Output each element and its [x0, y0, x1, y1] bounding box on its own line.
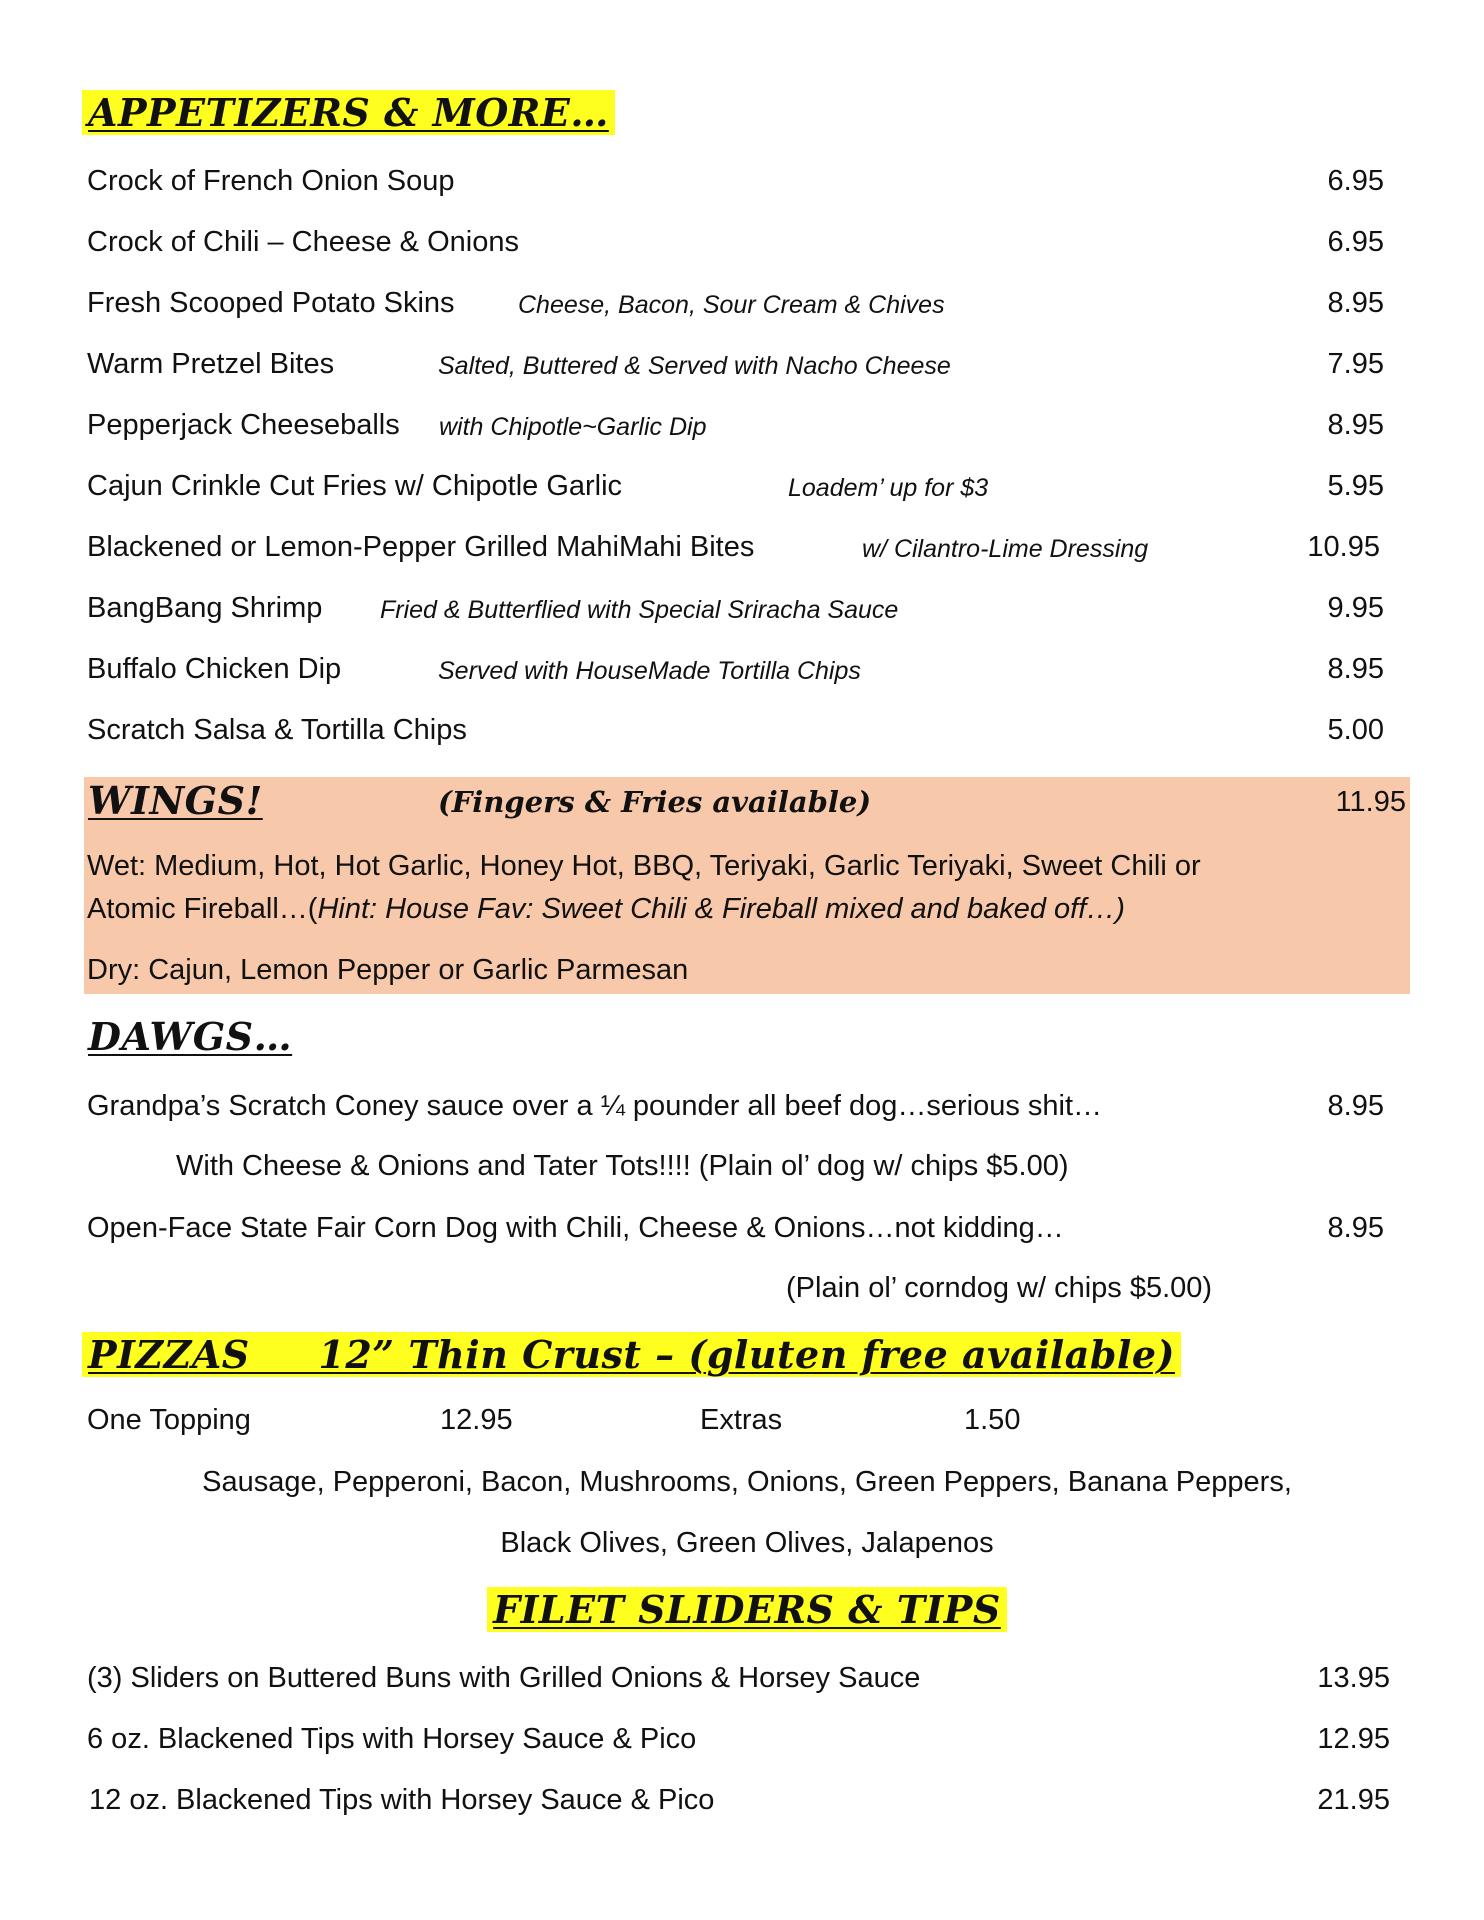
menu-item-price: 10.95 [1307, 531, 1380, 563]
menu-item-name: BangBang Shrimp [87, 592, 323, 624]
wings-heading: WINGS! [88, 778, 263, 823]
menu-item-price: 8.95 [1327, 409, 1384, 441]
menu-item-description: Fried & Butterflied with Special Sriracha Sauce [380, 596, 899, 624]
pizza-toppings-list: Sausage, Pepperoni, Bacon, Mushrooms, Onions, Green Peppers, Banana Peppers, [202, 1466, 1292, 1498]
menu-item-description: w/ Cilantro-Lime Dressing [862, 535, 1149, 563]
menu-item-price: 7.95 [1327, 348, 1384, 380]
menu-item-name: Crock of French Onion Soup [87, 165, 455, 197]
menu-item-description: Loadem’ up for $3 [788, 474, 989, 502]
menu-item-description: Cheese, Bacon, Sour Cream & Chives [518, 291, 945, 319]
wings-price: 11.95 [1335, 786, 1406, 818]
menu-item-price: 8.95 [1327, 1212, 1384, 1244]
menu-item-detail: With Cheese & Onions and Tater Tots!!!! (Plain ol’ dog w/ chips $5.00) [176, 1150, 1069, 1182]
pizza-one-topping-price: 12.95 [440, 1404, 513, 1436]
menu-item-name: (3) Sliders on Buttered Buns with Grilled Onions & Horsey Sauce [87, 1662, 921, 1694]
menu-item-name: 12 oz. Blackened Tips with Horsey Sauce & Pico [89, 1784, 715, 1816]
menu-item-detail: (Plain ol’ corndog w/ chips $5.00) [786, 1272, 1213, 1304]
menu-item-name: 6 oz. Blackened Tips with Horsey Sauce & Pico [87, 1723, 697, 1755]
wings-wet-flavors-text: Atomic Fireball…( [87, 893, 318, 925]
wings-hint: Hint: House Fav: Sweet Chili & Fireball mixed and baked off…) [317, 893, 1125, 925]
menu-item-price: 12.95 [1317, 1723, 1390, 1755]
menu-item-description: Served with HouseMade Tortilla Chips [438, 657, 861, 685]
wings-dry-flavors: Dry: Cajun, Lemon Pepper or Garlic Parmesan [87, 954, 689, 986]
menu-item-description: with Chipotle~Garlic Dip [439, 413, 707, 441]
menu-item-description: Salted, Buttered & Served with Nacho Cheese [438, 352, 951, 380]
wings-wet-flavors: Wet: Medium, Hot, Hot Garlic, Honey Hot, BBQ, Teriyaki, Garlic Teriyaki, Sweet Chili or [87, 850, 1201, 882]
menu-item-price: 6.95 [1327, 165, 1384, 197]
menu-item-price: 8.95 [1327, 1090, 1384, 1122]
menu-item-price: 5.95 [1327, 470, 1384, 502]
pizza-one-topping-label: One Topping [87, 1404, 251, 1436]
pizza-extras-label: Extras [700, 1404, 783, 1436]
menu-item-price: 6.95 [1327, 226, 1384, 258]
pizza-extras-price: 1.50 [964, 1404, 1021, 1436]
menu-item-name: Grandpa’s Scratch Coney sauce over a ¼ pounder all beef dog…serious shit… [87, 1090, 1103, 1122]
wings-subheading: (Fingers & Fries available) [438, 785, 872, 819]
menu-item-name: Cajun Crinkle Cut Fries w/ Chipotle Garlic [87, 470, 623, 502]
menu-item-name: Blackened or Lemon-Pepper Grilled MahiMahi Bites [87, 531, 755, 563]
menu-item-price: 8.95 [1327, 287, 1384, 319]
menu-item-price: 8.95 [1327, 653, 1384, 685]
menu-item-name: Buffalo Chicken Dip [87, 653, 342, 685]
menu-item-name: Crock of Chili – Cheese & Onions [87, 226, 519, 258]
wings-wet-flavors-continued [87, 889, 1125, 929]
menu-item-name: Warm Pretzel Bites [87, 348, 335, 380]
dawgs-heading: DAWGS… [88, 1014, 293, 1059]
menu-item-price: 21.95 [1317, 1784, 1390, 1816]
pizza-toppings-list-continued: Black Olives, Green Olives, Jalapenos [500, 1527, 994, 1559]
menu-item-price: 13.95 [1317, 1662, 1390, 1694]
pizzas-heading: PIZZAS 12” Thin Crust – (gluten free available) [82, 1330, 1181, 1380]
menu-item-price: 9.95 [1327, 592, 1384, 624]
menu-item-price: 5.00 [1327, 714, 1384, 746]
appetizers-heading: APPETIZERS & MORE… [82, 88, 615, 138]
menu-item-name: Pepperjack Cheeseballs [87, 409, 400, 441]
menu-item-name: Fresh Scooped Potato Skins [87, 287, 455, 319]
menu-item-name: Open-Face State Fair Corn Dog with Chili, Cheese & Onions…not kidding… [87, 1212, 1064, 1244]
menu-item-name: Scratch Salsa & Tortilla Chips [87, 714, 467, 746]
sliders-heading: FILET SLIDERS & TIPS [84, 1585, 1410, 1635]
